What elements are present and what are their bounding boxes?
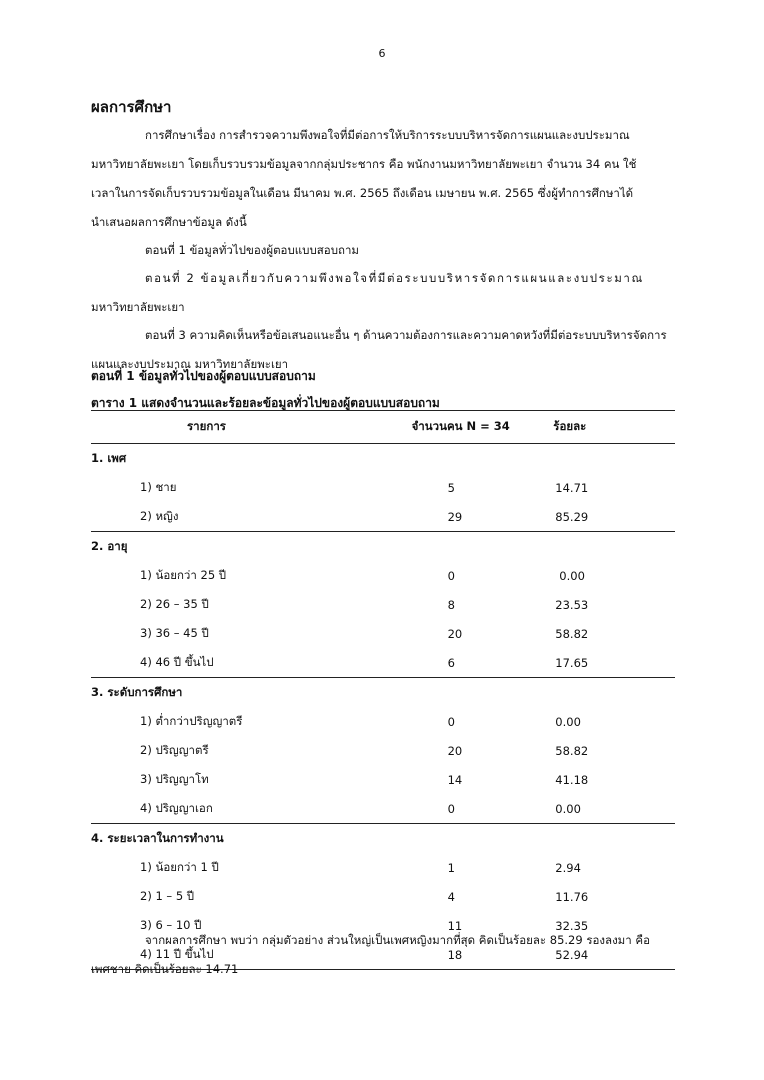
- item-cell: 2) 1 – 5 ปี: [140, 888, 195, 903]
- count-cell: 11: [447, 918, 463, 933]
- section-row-gender: [91, 444, 675, 474]
- page-number: 6: [378, 47, 386, 60]
- percent-cell: 0.00: [555, 801, 581, 816]
- count-cell: 14: [447, 772, 463, 787]
- summary-line-2: เพศชาย คิดเป็นร้อยละ 14.71: [91, 962, 239, 976]
- item-cell: 2) 26 – 35 ปี: [140, 596, 209, 611]
- results-heading: ผลการศึกษา: [91, 98, 172, 116]
- count-cell: 20: [447, 626, 463, 641]
- percent-cell: 0.00: [555, 714, 581, 729]
- table-row: [91, 561, 675, 590]
- item-cell: 3) 36 – 45 ปี: [140, 625, 209, 640]
- section-title-cell: 1. เพศ: [91, 450, 127, 465]
- percent-cell: 2.94: [555, 860, 581, 875]
- table-row: [91, 473, 675, 502]
- count-cell: 0: [447, 801, 455, 816]
- section-title-cell: 3. ระดับการศึกษา: [91, 678, 412, 708]
- section-title-cell: 2. อายุ: [91, 532, 412, 562]
- table-row: [91, 648, 675, 678]
- table-caption: ตาราง 1 แสดงจำนวนและร้อยละข้อมูลทั่วไปของผู้ตอบแบบสอบถาม: [91, 396, 440, 410]
- percent-cell: 0.00: [559, 568, 585, 583]
- count-cell: 0: [447, 568, 455, 583]
- item-cell: 1) น้อยกว่า 25 ปี: [140, 567, 227, 582]
- percent-cell: 14.71: [555, 480, 589, 495]
- part-1-description: ตอนที่ 1 ข้อมูลทั่วไปของผู้ตอบแบบสอบถาม: [145, 243, 359, 257]
- part-3-description: ตอนที่ 3 ความคิดเห็นหรือข้อเสนอแนะอื่น ๆ ด้านความต้องการและความคาดหวังที่มีต่อระบบบริหารจัดการ: [145, 328, 667, 342]
- percent-cell: 32.35: [555, 918, 589, 933]
- summary-line-1: จากผลการศึกษา พบว่า กลุ่มตัวอย่าง ส่วนใหญ่เป็นเพศหญิงมากที่สุด คิดเป็นร้อยละ 85.29 รองลงมา คือ: [145, 933, 650, 947]
- item-cell: 2) ปริญญาตรี: [140, 742, 209, 757]
- item-cell: 1) น้อยกว่า 1 ปี: [140, 859, 219, 874]
- count-cell: 5: [447, 480, 455, 495]
- intro-line-4: นำเสนอผลการศึกษาข้อมูล ดังนี้: [91, 215, 247, 229]
- item-cell: 4) ปริญญาเอก: [140, 800, 213, 815]
- item-cell: 1) ชาย: [140, 479, 177, 494]
- percent-cell: 17.65: [555, 655, 589, 670]
- header-item: รายการ: [91, 411, 412, 444]
- percent-cell: 52.94: [539, 940, 675, 970]
- table-row: [91, 502, 675, 532]
- table-row: [91, 765, 675, 794]
- table-row: [91, 619, 675, 648]
- section-title: ตอนที่ 1 ข้อมูลทั่วไปของผู้ตอบแบบสอบถาม: [91, 369, 316, 383]
- count-cell: 0: [447, 714, 455, 729]
- item-cell: 3) ปริญญาโท: [140, 771, 209, 786]
- table-row: [91, 882, 675, 911]
- percent-cell: 85.29: [555, 509, 589, 524]
- intro-line-1: การศึกษาเรื่อง การสำรวจความพึงพอใจที่มีต่อการให้บริการระบบบริหารจัดการแผนและงบประมาณ: [145, 128, 630, 142]
- table-header-row: [91, 411, 675, 444]
- item-cell: 4) 11 ปี ขึ้นไป: [91, 940, 412, 970]
- count-cell: 8: [447, 597, 455, 612]
- count-cell: 6: [447, 655, 455, 670]
- percent-cell: 11.76: [555, 889, 589, 904]
- count-cell: 20: [447, 743, 463, 758]
- section-row-age: [91, 532, 675, 562]
- table-row: [91, 590, 675, 619]
- intro-line-3: เวลาในการจัดเก็บรวบรวมข้อมูลในเดือน มีนาคม พ.ศ. 2565 ถึงเดือน เมษายน พ.ศ. 2565 ซึ่งผู้ทำการศึกษาได้: [91, 186, 634, 200]
- count-cell: 29: [447, 509, 463, 524]
- part-2-description: ตอนที่ 2 ข้อมูลเกี่ยวกับความพึงพอใจที่มีต่อระบบบริหารจัดการแผนและงบประมาณ: [145, 271, 644, 285]
- table-row: [91, 794, 675, 824]
- item-cell: 1) ต่ำกว่าปริญญาตรี: [140, 713, 243, 728]
- count-cell: 4: [447, 889, 455, 904]
- table-row: [91, 853, 675, 882]
- intro-line-2: มหาวิทยาลัยพะเยา โดยเก็บรวบรวมข้อมูลจากกลุ่มประชากร คือ พนักงานมหาวิทยาลัยพะเยา จำนวน 34 คน ใช้: [91, 157, 637, 171]
- respondent-info-table: [91, 410, 675, 970]
- percent-cell: 23.53: [555, 597, 589, 612]
- count-cell: 18: [412, 940, 540, 970]
- part-2-description-cont: มหาวิทยาลัยพะเยา: [91, 300, 185, 314]
- header-percent: ร้อยละ: [539, 411, 675, 444]
- table-row: [91, 707, 675, 736]
- part-3-description-cont: แผนและงบประมาณ มหาวิทยาลัยพะเยา: [91, 357, 289, 371]
- section-title-cell: 4. ระยะเวลาในการทำงาน: [91, 824, 412, 854]
- item-cell: 2) หญิง: [140, 508, 179, 523]
- item-cell: 4) 46 ปี ขึ้นไป: [140, 654, 214, 669]
- table-row: [91, 736, 675, 765]
- percent-cell: 41.18: [555, 772, 589, 787]
- percent-cell: 58.82: [555, 743, 589, 758]
- section-row-education: [91, 678, 675, 708]
- percent-cell: 58.82: [555, 626, 589, 641]
- section-row-work-duration: [91, 824, 675, 854]
- header-count: จำนวนคน N = 34: [412, 411, 540, 444]
- count-cell: 1: [447, 860, 455, 875]
- item-cell: 3) 6 – 10 ปี: [140, 917, 202, 932]
